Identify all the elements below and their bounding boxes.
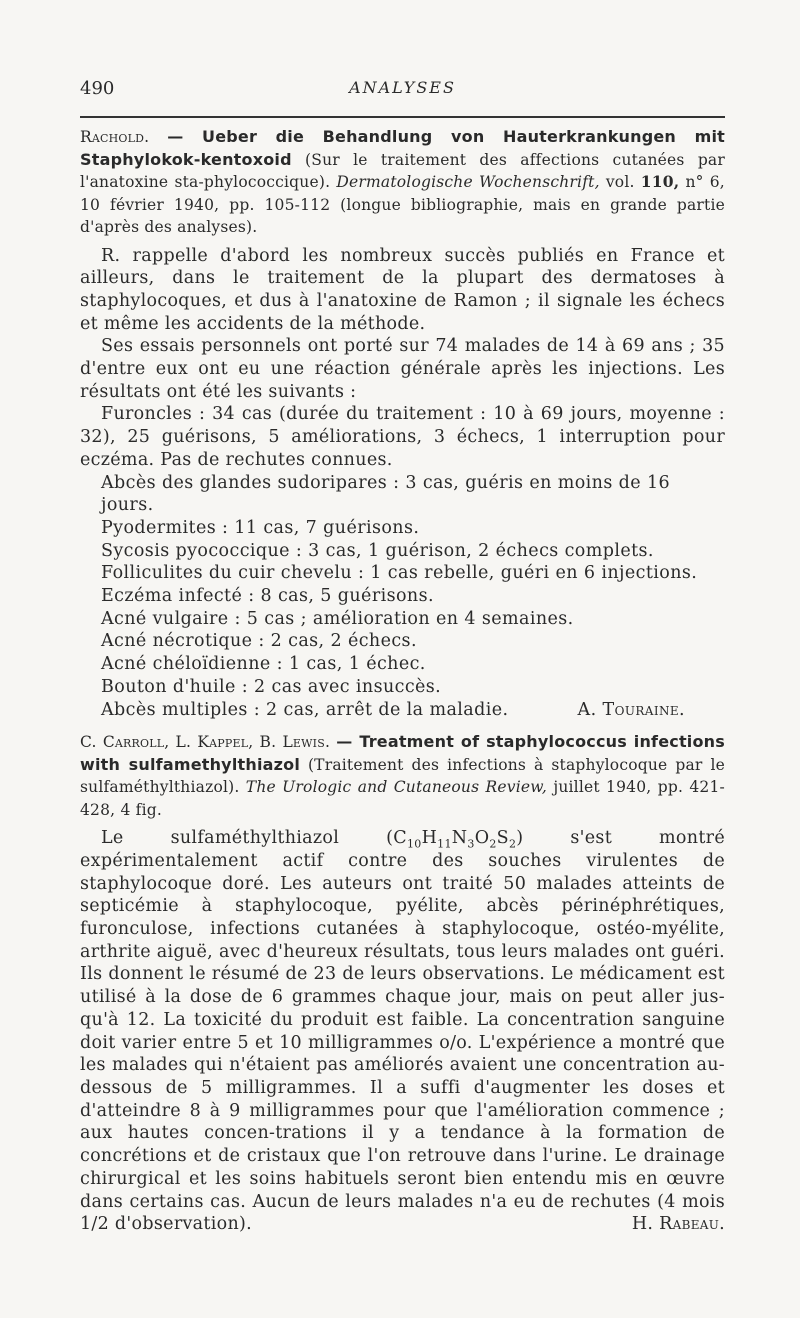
article1-title: — Ueber die Behandlung von Hauterkrankungen mit Staphylokok-kentoxoid [80,127,725,169]
article1-citation-post: n° 6, 10 février 1940, pp. 105-112 (longue bibliographie, mais en grande partie d'après des analyses). [80,173,725,236]
running-title: ANALYSES [349,78,456,97]
article1-author: Rachold. [80,128,150,146]
page-body [80,126,725,1236]
result-item: Abcès des glandes sudoripares : 3 cas, guéris en moins de 16 jours. [101,472,671,516]
result-item: Folliculites du cuir chevelu : 1 cas rebelle, guéri en 6 injections. [101,563,698,584]
formula-pre: Le sulfaméthylthiazol (C [101,828,407,849]
result-item-last [101,699,685,722]
result-item: Eczéma infecté : 8 cas, 5 guérisons. [101,586,434,607]
result-item: Acné chéloïdienne : 1 cas, 1 échec. [101,654,426,675]
article1-para3: Furoncles : 34 cas (durée du traitement : 10 à 69 jours, moyenne : 32), 25 guérisons, 5 améliorations, 3 échecs, 1 interruption pour eczéma. Pas de rechutes connues. [80,404,725,470]
article2-citation: juillet 1940, pp. 421-428, 4 fig. [80,778,725,819]
article1-reviewer: A. Touraine. [577,699,685,720]
last-result-text: Abcès multiples : 2 cas, arrêt de la maladie. [101,699,509,720]
article2-authors: C. Carroll, L. Kappel, B. Lewis. [80,733,331,752]
article1-volume: 110, [640,172,680,191]
article2-body: ) s'est montré expérimentalement actif contre des souches virulentes de staphylocoque doré. Les auteurs ont traité 50 malades atteints de septicémie à staphylocoque, pyélite, abcès périnéphrétiques, furonculose, infections cutanées à staphylocoque, ostéo-myélite, arthrite aiguë, avec d'heureux résultats, tous leurs malades ont guéri. Ils donnent le résumé de 23 de leurs observations. Le médicament est utilisé à la dose de 6 grammes chaque jour, mais on peut aller jus-qu'à 12. La toxicité du produit est faible. La concentration sanguine doit varier entre 5 et 10 milligrammes o/o. L'expérience a montré que les malades qui n'étaient pas améliorés avaient une concentration au-dessous de 5 milligrammes. Il a suffi d'augmenter les doses et d'atteindre 8 à 9 milligrammes pour que l'amélioration commence ; aux hautes concen-trations il y a tendance à la formation de concrétions et de cristaux que l'on retrouve dans l'urine. Le drainage chirurgical et les soins habituels seront bien entendu mis en œuvre dans certains cas. Aucun de leurs malades n'a eu de rechutes (4 mois 1/2 d'observation). [80,828,725,1235]
result-item: Acné nécrotique : 2 cas, 2 échecs. [101,631,417,652]
running-head [80,78,725,108]
article2-reviewer: H. Rabeau. [631,1214,725,1235]
article1-journal: Dermatologische Wochenschrift, [336,173,600,191]
result-item: Acné vulgaire : 5 cas ; amélioration en 4 semaines. [101,608,574,629]
result-item: Sycosis pyococcique : 3 cas, 1 guérison, 2 échecs complets. [101,540,654,561]
article1-reference [80,126,725,239]
article1-para2: Ses essais personnels ont porté sur 74 malades de 14 à 69 ans ; 35 d'entre eux ont eu une réaction générale après les injections. Les résultats ont été les suivants : [80,336,725,402]
result-item: Bouton d'huile : 2 cas avec insuccès. [101,676,442,697]
header-rule [80,116,725,118]
article2-title: — Treatment of staphylococcus infections with sulfamethylthiazol [80,732,725,774]
article2-journal: The Urologic and Cutaneous Review, [245,778,548,797]
result-item: Pyodermites : 11 cas, 7 guérisons. [101,517,420,538]
article1-citation-pre: vol. [605,173,635,191]
article2-reference [80,731,725,821]
article2-para: Le sulfaméthylthiazol $(C_{10}H_{11}N_3O_2S_2)$ s'est montré expérimentalement actif contre des souches virulentes de staphylocoque doré. Les auteurs ont traité 50 malades atteints de septicémie à staphylocoque, pyélite, abcès périnéphrétiques, furonculose, infections cutanées à staphylocoque, ostéo-myélite, arthrite aiguë, avec d'heureux résultats, tous leurs malades ont guéri. Ils donnent le résumé de 23 de leurs observations. Le médicament est utilisé à la dose de 6 grammes chaque jour, mais on peut aller jus-qu'à 12. La toxicité du produit est faible. La concentration sanguine doit varier entre 5 et 10 milligrammes o/o. L'expérience a montré que les malades qui n'étaient pas améliorés avaient une concentration au-dessous de 5 milligrammes. Il a suffi d'augmenter les doses et d'atteindre 8 à 9 milligrammes pour que l'amélioration commence ; aux hautes concen-trations il y a tendance à la formation de concrétions et de cristaux que l'on retrouve dans l'urine. Le drainage chirurgical et les soins habituels seront bien entendu mis en œuvre dans certains cas. Aucun de leurs malades n'a eu de rechutes (4 mois 1/2 d'observation). H. Rabeau. [80,828,725,1235]
article1-translation: (Sur le traitement des affections cutanées par l'anatoxine sta-phylococcique). [80,150,725,191]
article1-para1: R. rappelle d'abord les nombreux succès publiés en France et ailleurs, dans le traitement de la plupart des dermatoses à staphylocoques, et dus à l'anatoxine de Ramon ; il signale les échecs et même les accidents de la méthode. [80,245,725,334]
page-number: 490 [80,78,115,99]
article2-translation: (Traitement des infections à staphylocoque par le sulfaméthylthiazol). [80,755,725,797]
